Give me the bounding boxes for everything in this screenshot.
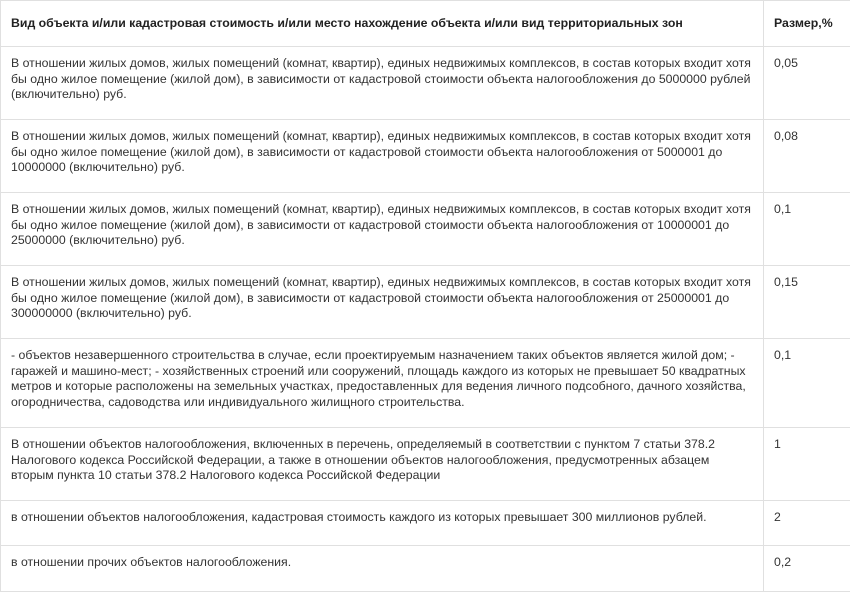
- row-description: в отношении объектов налогообложения, кадастровая стоимость каждого из которых превышает 300 миллионов рублей.: [1, 501, 764, 546]
- row-description: В отношении жилых домов, жилых помещений (комнат, квартир), единых недвижимых комплексов, в состав которых входит хотя бы одно жилое помещение (жилой дом), в зависимости от кадастровой стоимости объекта налогообложения до 5000000 рублей (включительно) руб.: [1, 47, 764, 120]
- row-rate: 0,05: [764, 47, 850, 120]
- row-rate: 2: [764, 501, 850, 546]
- row-description: В отношении жилых домов, жилых помещений (комнат, квартир), единых недвижимых комплексов, в состав которых входит хотя бы одно жилое помещение (жилой дом), в зависимости от кадастровой стоимости объекта налогообложения от 25000001 до 300000000 (включительно) руб.: [1, 266, 764, 339]
- row-description: В отношении объектов налогообложения, включенных в перечень, определяемый в соответствии с пунктом 7 статьи 378.2 Налогового кодекса Российской Федерации, а также в отношении объектов налогообложения, предусмотренных абзацем вторым пункта 10 статьи 378.2 Налогового кодекса Российской Федерации: [1, 428, 764, 501]
- row-description: в отношении прочих объектов налогообложения.: [1, 546, 764, 592]
- row-description: В отношении жилых домов, жилых помещений (комнат, квартир), единых недвижимых комплексов, в состав которых входит хотя бы одно жилое помещение (жилой дом), в зависимости от кадастровой стоимости объекта налогообложения от 5000001 до 10000000 (включительно) руб.: [1, 120, 764, 193]
- header-description: Вид объекта и/или кадастровая стоимость и/или место нахождение объекта и/или вид территориальных зон: [1, 1, 764, 47]
- row-rate: 0,2: [764, 546, 850, 592]
- table-row: [1, 546, 850, 592]
- table-row: [1, 193, 850, 266]
- table-row: [1, 501, 850, 546]
- table-row: [1, 339, 850, 428]
- table-row: [1, 120, 850, 193]
- row-rate: 0,1: [764, 193, 850, 266]
- row-description: В отношении жилых домов, жилых помещений (комнат, квартир), единых недвижимых комплексов, в состав которых входит хотя бы одно жилое помещение (жилой дом), в зависимости от кадастровой стоимости объекта налогообложения от 10000001 до 25000000 (включительно) руб.: [1, 193, 764, 266]
- table-row: [1, 266, 850, 339]
- table-row: [1, 47, 850, 120]
- row-rate: 1: [764, 428, 850, 501]
- header-rate: Размер,%: [764, 1, 850, 47]
- row-rate: 0,08: [764, 120, 850, 193]
- row-rate: 0,1: [764, 339, 850, 428]
- row-description: - объектов незавершенного строительства в случае, если проектируемым назначением таких объектов является жилой дом; - гаражей и машино-мест; - хозяйственных строений или сооружений, площадь каждого из которых не превышает 50 квадратных метров и которые расположены на земельных участках, предоставленных для ведения личного подсобного, дачного хозяйства, огородничества, садоводства или индивидуального жилищного строительства.: [1, 339, 764, 428]
- row-rate: 0,15: [764, 266, 850, 339]
- table-header-row: [1, 1, 850, 47]
- table-row: [1, 428, 850, 501]
